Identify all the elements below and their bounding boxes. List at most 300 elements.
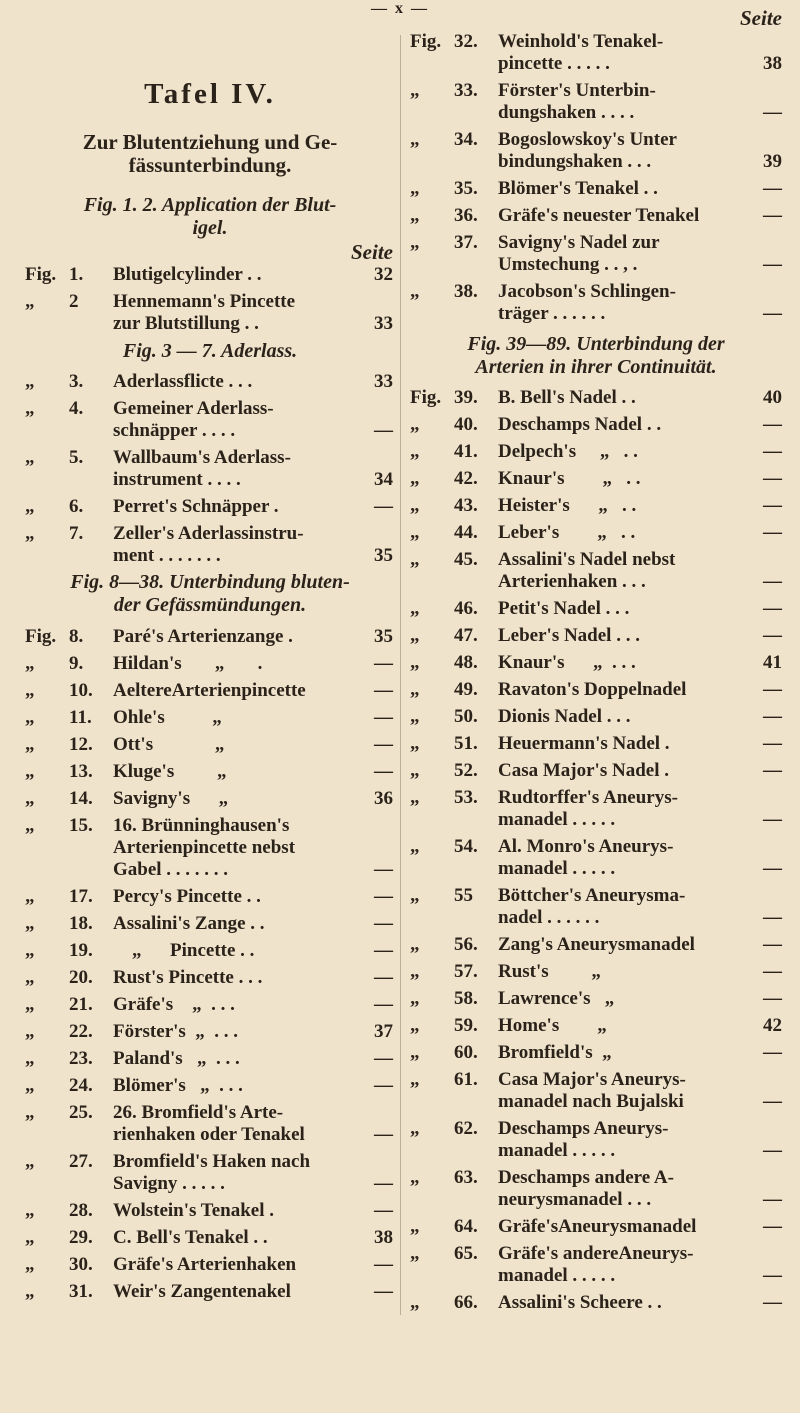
heading-line: Fig. 8—38. Unterbindung bluten-: [70, 571, 350, 593]
figure-number: 7.: [69, 523, 84, 544]
figure-entry: [25, 967, 393, 989]
figure-description: [113, 1102, 393, 1146]
figure-number: 45.: [454, 549, 478, 570]
figure-entry: [25, 940, 393, 962]
figure-prefix: Fig.: [410, 31, 442, 52]
figure-description: [498, 281, 782, 325]
figure-description: [113, 626, 393, 648]
description-line: Knaur's „ . .: [498, 468, 641, 489]
figure-prefix: „: [410, 625, 420, 646]
description-line: Gräfe's neuester Tenakel: [498, 205, 700, 226]
page-number: 39: [763, 151, 782, 172]
figure-number: 13.: [69, 761, 93, 782]
page-number: —: [374, 1254, 393, 1275]
page-number: —: [763, 858, 782, 879]
figure-entry: [410, 414, 782, 436]
figure-description: [113, 1227, 393, 1249]
page-number: —: [763, 598, 782, 619]
figure-description: [498, 733, 782, 755]
figure-entry: [410, 706, 782, 728]
figure-number: 14.: [69, 788, 93, 809]
description-line: Leber's Nadel . . .: [498, 625, 640, 646]
figure-entry: [25, 371, 393, 393]
figure-description: [498, 31, 782, 75]
figure-prefix: „: [410, 1167, 420, 1188]
seite-label: Seite: [351, 240, 393, 264]
figure-prefix: „: [410, 80, 420, 101]
figure-prefix: „: [410, 205, 420, 226]
description-line: Heister's „ . .: [498, 495, 637, 516]
figure-entry: [25, 680, 393, 702]
figure-description: [113, 264, 393, 286]
figure-number: 43.: [454, 495, 478, 516]
figure-prefix: „: [410, 598, 420, 619]
figure-description: [498, 205, 782, 227]
figure-description: [498, 885, 782, 929]
figure-entry: [25, 264, 393, 286]
figure-description: [113, 788, 393, 810]
figure-number: 11.: [69, 707, 92, 728]
figure-prefix: „: [25, 788, 35, 809]
page-number: —: [763, 414, 782, 435]
page-number: —: [763, 809, 782, 830]
section-heading-blutigel: [25, 194, 395, 240]
figure-prefix: „: [25, 496, 35, 517]
figure-entry: [410, 1069, 782, 1113]
figure-prefix: „: [25, 1281, 35, 1302]
section-heading-unterbindung: [25, 571, 395, 617]
description-line: Gräfe'sAneurysmanadel: [498, 1216, 697, 1237]
plate-title: Tafel IV.: [144, 78, 276, 110]
figure-description: [498, 1118, 782, 1162]
figure-number: 22.: [69, 1021, 93, 1042]
figure-prefix: „: [410, 549, 420, 570]
figure-entry: [25, 1102, 393, 1146]
description-line: rienhaken oder Tenakel: [113, 1124, 305, 1145]
entry-group-unterbindung-cont: [410, 31, 782, 330]
figure-description: [113, 1048, 393, 1070]
figure-entry: [410, 31, 782, 75]
figure-description: [498, 1292, 782, 1314]
figure-number: 63.: [454, 1167, 478, 1188]
figure-prefix: „: [25, 1075, 35, 1096]
figure-entry: [410, 468, 782, 490]
figure-entry: [410, 652, 782, 674]
figure-description: [498, 760, 782, 782]
page-number: 38: [763, 53, 782, 74]
description-line: Weinhold's Tenakel-: [498, 31, 664, 52]
figure-number: 49.: [454, 679, 478, 700]
figure-entry: [25, 1227, 393, 1249]
figure-entry: [410, 733, 782, 755]
figure-description: [113, 1254, 393, 1276]
description-line: Blömer's „ . . .: [113, 1075, 243, 1096]
figure-prefix: „: [25, 1254, 35, 1275]
figure-entry: [410, 1042, 782, 1064]
figure-description: [113, 1281, 393, 1303]
figure-prefix: „: [25, 371, 35, 392]
figure-prefix: „: [410, 495, 420, 516]
page-number: 35: [374, 626, 393, 647]
description-line: schnäpper . . . .: [113, 420, 236, 441]
description-line: pincette . . . . .: [498, 53, 610, 74]
figure-number: 9.: [69, 653, 84, 674]
figure-description: [498, 495, 782, 517]
description-line: Gräfe's Arterienhaken: [113, 1254, 297, 1275]
figure-number: 33.: [454, 80, 478, 101]
figure-number: 50.: [454, 706, 478, 727]
description-line: Assalini's Zange . .: [113, 913, 265, 934]
description-line: manadel . . . . .: [498, 1140, 616, 1161]
figure-number: 41.: [454, 441, 478, 462]
page-number: —: [374, 761, 393, 782]
figure-entry: [25, 734, 393, 756]
figure-number: 24.: [69, 1075, 93, 1096]
page-number: —: [763, 102, 782, 123]
figure-entry: [25, 815, 393, 881]
description-line: Förster's Unterbin-: [498, 80, 656, 101]
page-number: —: [763, 571, 782, 592]
figure-prefix: „: [410, 679, 420, 700]
description-line: Percy's Pincette . .: [113, 886, 261, 907]
figure-description: [498, 549, 782, 593]
figure-description: [498, 522, 782, 544]
figure-number: 12.: [69, 734, 93, 755]
page-number-header: — x —: [371, 0, 429, 17]
figure-prefix: „: [410, 652, 420, 673]
figure-description: [113, 398, 393, 442]
figure-description: [498, 598, 782, 620]
figure-prefix: „: [25, 680, 35, 701]
figure-entry: [410, 441, 782, 463]
description-line: Wallbaum's Aderlass-: [113, 447, 291, 468]
page-number: —: [763, 625, 782, 646]
description-line: instrument . . . .: [113, 469, 241, 490]
figure-number: 10.: [69, 680, 93, 701]
figure-number: 66.: [454, 1292, 478, 1313]
figure-prefix: „: [410, 760, 420, 781]
figure-number: 4.: [69, 398, 84, 419]
figure-prefix: „: [25, 1200, 35, 1221]
description-line: träger . . . . . .: [498, 303, 606, 324]
figure-number: 60.: [454, 1042, 478, 1063]
figure-number: 29.: [69, 1227, 93, 1248]
page-number: —: [763, 706, 782, 727]
page-number: 42: [763, 1015, 782, 1036]
description-line: Blutigelcylinder . .: [113, 264, 262, 285]
description-line: Delpech's „ . .: [498, 441, 638, 462]
figure-number: 15.: [69, 815, 93, 836]
figure-prefix: „: [410, 232, 420, 253]
figure-number: 2: [69, 291, 79, 312]
figure-entry: [25, 886, 393, 908]
figure-number: 42.: [454, 468, 478, 489]
description-line: Perret's Schnäpper .: [113, 496, 279, 517]
figure-description: [498, 1216, 782, 1238]
figure-number: 27.: [69, 1151, 93, 1172]
figure-entry: [410, 598, 782, 620]
description-line: Hildan's „ .: [113, 653, 263, 674]
page-number: 37: [374, 1021, 393, 1042]
figure-entry: [410, 80, 782, 124]
figure-prefix: „: [25, 761, 35, 782]
description-line: Gabel . . . . . . .: [113, 859, 229, 880]
figure-entry: [25, 291, 393, 335]
subtitle-line: Zur Blutentziehung und Ge-: [82, 130, 338, 154]
seite-label-right: Seite: [740, 6, 782, 30]
figure-prefix: „: [25, 653, 35, 674]
figure-description: [113, 653, 393, 675]
description-line: Rudtorffer's Aneurys-: [498, 787, 678, 808]
figure-description: [498, 988, 782, 1010]
figure-entry: [410, 988, 782, 1010]
description-line: Bromfield's „: [498, 1042, 612, 1063]
description-line: Gräfe's andereAneurys-: [498, 1243, 694, 1264]
figure-description: [113, 447, 393, 491]
description-line: C. Bell's Tenakel . .: [113, 1227, 268, 1248]
figure-entry: [410, 760, 782, 782]
figure-entry: [410, 387, 782, 409]
figure-prefix: „: [410, 281, 420, 302]
figure-entry: [410, 836, 782, 880]
figure-description: [498, 706, 782, 728]
page-number: —: [374, 734, 393, 755]
description-line: Gemeiner Aderlass-: [113, 398, 274, 419]
figure-entry: [410, 549, 782, 593]
figure-entry: [410, 1118, 782, 1162]
page-number: —: [374, 886, 393, 907]
description-line: Zang's Aneurysmanadel: [498, 934, 695, 955]
figure-entry: [25, 913, 393, 935]
figure-entry: [410, 1216, 782, 1238]
figure-description: [498, 468, 782, 490]
description-line: Paré's Arterienzange .: [113, 626, 293, 647]
description-line: Arterienhaken . . .: [498, 571, 646, 592]
entry-group-aderlass: [25, 371, 393, 572]
figure-number: 19.: [69, 940, 93, 961]
description-line: Casa Major's Nadel .: [498, 760, 669, 781]
page-number: —: [763, 205, 782, 226]
figure-prefix: „: [410, 787, 420, 808]
figure-prefix: „: [410, 1069, 420, 1090]
figure-entry: [25, 447, 393, 491]
description-line: dungshaken . . . .: [498, 102, 635, 123]
figure-prefix: „: [410, 934, 420, 955]
figure-prefix: „: [410, 733, 420, 754]
description-line: Blömer's Tenakel . .: [498, 178, 658, 199]
figure-entry: [410, 129, 782, 173]
description-line: Ravaton's Doppelnadel: [498, 679, 687, 700]
figure-entry: [25, 398, 393, 442]
description-line: Savigny's „: [113, 788, 229, 809]
figure-prefix: „: [410, 1042, 420, 1063]
figure-entry: [410, 961, 782, 983]
figure-prefix: „: [410, 961, 420, 982]
figure-description: [113, 734, 393, 756]
description-line: B. Bell's Nadel . .: [498, 387, 636, 408]
figure-entry: [410, 1292, 782, 1314]
description-line: Rust's Pincette . . .: [113, 967, 263, 988]
figure-prefix: „: [25, 913, 35, 934]
figure-number: 51.: [454, 733, 478, 754]
figure-description: [498, 80, 782, 124]
figure-entry: [410, 787, 782, 831]
figure-number: 34.: [454, 129, 478, 150]
figure-prefix: „: [25, 734, 35, 755]
figure-entry: [410, 1167, 782, 1211]
page-number: 41: [763, 652, 782, 673]
figure-number: 53.: [454, 787, 478, 808]
figure-number: 36.: [454, 205, 478, 226]
figure-description: [498, 1167, 782, 1211]
description-line: manadel nach Bujalski: [498, 1091, 684, 1112]
figure-description: [498, 1042, 782, 1064]
page-number: —: [763, 907, 782, 928]
section-heading-continuitaet: [410, 333, 782, 379]
figure-number: 54.: [454, 836, 478, 857]
figure-prefix: „: [25, 940, 35, 961]
page-number: —: [763, 1189, 782, 1210]
page-number: —: [374, 967, 393, 988]
description-line: Assalini's Scheere . .: [498, 1292, 662, 1313]
description-line: Böttcher's Aneurysma-: [498, 885, 686, 906]
figure-number: 1.: [69, 264, 84, 285]
figure-number: 64.: [454, 1216, 478, 1237]
figure-prefix: „: [410, 1243, 420, 1264]
column-divider: [400, 35, 401, 1315]
figure-prefix: „: [410, 836, 420, 857]
figure-number: 17.: [69, 886, 93, 907]
description-line: Home's „: [498, 1015, 607, 1036]
page-number: —: [763, 1042, 782, 1063]
page-number: —: [763, 522, 782, 543]
figure-number: 58.: [454, 988, 478, 1009]
page-number: —: [763, 1216, 782, 1237]
description-line: manadel . . . . .: [498, 858, 616, 879]
page-number: —: [763, 934, 782, 955]
description-line: Bogoslowskoy's Unter: [498, 129, 677, 150]
figure-prefix: „: [410, 178, 420, 199]
figure-number: 21.: [69, 994, 93, 1015]
figure-description: [113, 886, 393, 908]
entry-group-blutigel: [25, 264, 393, 340]
heading-line: igel.: [192, 217, 228, 239]
description-line: zur Blutstillung . .: [113, 313, 259, 334]
description-line: „ Pincette . .: [113, 940, 255, 961]
figure-entry: [25, 1075, 393, 1097]
description-line: Paland's „ . . .: [113, 1048, 240, 1069]
figure-number: 20.: [69, 967, 93, 988]
figure-prefix: „: [410, 706, 420, 727]
figure-number: 48.: [454, 652, 478, 673]
figure-number: 47.: [454, 625, 478, 646]
figure-number: 57.: [454, 961, 478, 982]
heading-line: der Gefässmündungen.: [113, 594, 307, 616]
figure-prefix: „: [25, 447, 35, 468]
figure-prefix: „: [25, 994, 35, 1015]
description-line: Leber's „ . .: [498, 522, 636, 543]
figure-description: [113, 1200, 393, 1222]
figure-description: [113, 1075, 393, 1097]
page-number: —: [763, 441, 782, 462]
figure-prefix: „: [25, 1151, 35, 1172]
description-line: manadel . . . . .: [498, 809, 616, 830]
page-number: —: [374, 707, 393, 728]
description-line: nadel . . . . . .: [498, 907, 600, 928]
figure-number: 44.: [454, 522, 478, 543]
figure-description: [498, 625, 782, 647]
figure-number: 56.: [454, 934, 478, 955]
page-number: —: [763, 1265, 782, 1286]
page-number: —: [763, 303, 782, 324]
figure-entry: [25, 1151, 393, 1195]
description-line: ment . . . . . . .: [113, 545, 221, 566]
page-number: —: [763, 468, 782, 489]
figure-number: 40.: [454, 414, 478, 435]
figure-number: 28.: [69, 1200, 93, 1221]
figure-description: [498, 1015, 782, 1037]
figure-number: 46.: [454, 598, 478, 619]
page-number: —: [763, 254, 782, 275]
figure-prefix: „: [410, 129, 420, 150]
figure-entry: [25, 1200, 393, 1222]
figure-description: [113, 994, 393, 1016]
page-number: —: [374, 1200, 393, 1221]
plate-subtitle: [25, 131, 395, 177]
figure-number: 23.: [69, 1048, 93, 1069]
figure-entry: [410, 934, 782, 956]
page-number: —: [763, 760, 782, 781]
figure-prefix: „: [410, 522, 420, 543]
figure-prefix: „: [410, 414, 420, 435]
figure-description: [113, 680, 393, 702]
figure-description: [113, 371, 393, 393]
figure-entry: [25, 523, 393, 567]
description-line: Petit's Nadel . . .: [498, 598, 630, 619]
figure-entry: [410, 1243, 782, 1287]
figure-description: [113, 967, 393, 989]
description-line: Hennemann's Pincette: [113, 291, 296, 312]
description-line: Rust's „: [498, 961, 601, 982]
figure-entry: [410, 205, 782, 227]
figure-entry: [410, 281, 782, 325]
figure-prefix: „: [25, 1102, 35, 1123]
figure-number: 39.: [454, 387, 478, 408]
figure-entry: [410, 679, 782, 701]
figure-prefix: „: [25, 523, 35, 544]
figure-prefix: Fig.: [410, 387, 442, 408]
figure-description: [113, 1021, 393, 1043]
figure-prefix: „: [25, 1048, 35, 1069]
description-line: Wolstein's Tenakel .: [113, 1200, 275, 1221]
figure-number: 6.: [69, 496, 84, 517]
figure-prefix: „: [410, 1292, 420, 1313]
figure-description: [498, 1243, 782, 1287]
figure-prefix: Fig.: [25, 626, 57, 647]
figure-description: [498, 414, 782, 436]
page-number: —: [374, 994, 393, 1015]
figure-number: 62.: [454, 1118, 478, 1139]
section-heading-aderlass: Fig. 3 — 7. Aderlass.: [122, 340, 298, 362]
page-number: —: [763, 1091, 782, 1112]
description-line: Zeller's Aderlassinstru-: [113, 523, 304, 544]
figure-number: 25.: [69, 1102, 93, 1123]
description-line: 26. Bromfield's Arte-: [113, 1102, 284, 1123]
figure-entry: [25, 1048, 393, 1070]
figure-prefix: „: [410, 988, 420, 1009]
figure-entry: [410, 885, 782, 929]
description-line: 16. Brünninghausen's: [113, 815, 290, 836]
